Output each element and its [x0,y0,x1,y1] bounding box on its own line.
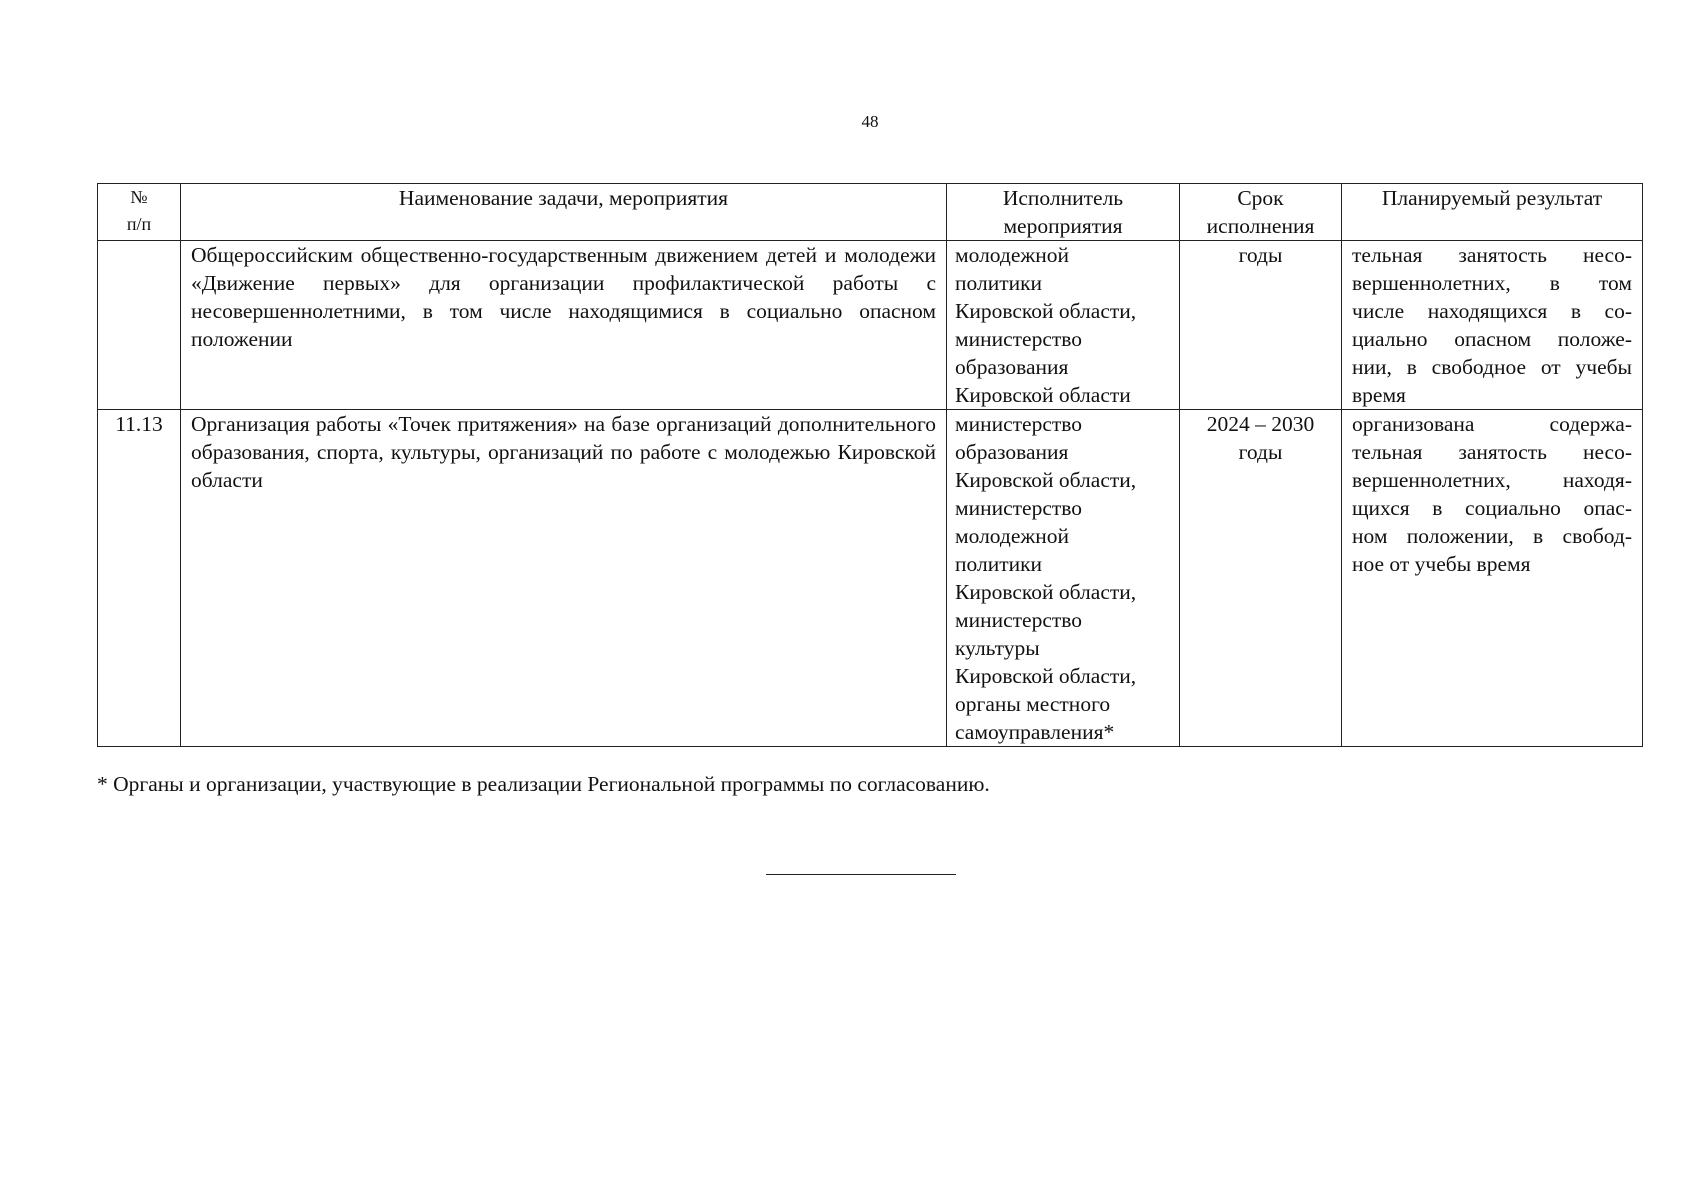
executor-line: культуры [955,636,1040,660]
header-number-sign: № [130,187,148,207]
result-line: вершеннолетних, находя- [1352,468,1632,492]
executor-line: молодежной [955,243,1070,267]
executor-line: Кировской области, [955,664,1137,688]
header-number [98,184,181,241]
row-result [1342,410,1643,747]
executor-line: политики [955,552,1043,576]
result-line: щихся в социально опас- [1352,496,1632,520]
term-line: годы [1238,243,1283,267]
end-of-document-rule [766,874,956,875]
row-term [1180,410,1342,747]
executor-line: Кировской области, [955,468,1137,492]
measures-table [97,183,1643,747]
executor-line: образования [955,440,1069,464]
result-line: числе находящихся в со- [1352,299,1632,323]
row-number: 11.13 [98,410,181,747]
term-line: 2024 – 2030 [1206,412,1315,436]
result-line: ном положении, в свобод- [1352,524,1632,548]
header-executor-line-1: Исполнитель [1002,186,1124,210]
result-line: время [1352,383,1406,407]
row-task-name: Общероссийским общественно-государственным движением детей и молодежи «Движение первых» для организации профилактической работы с несовершеннолетними, в том числе находящимися в социально опасном положении [181,241,947,410]
row-task-name: Организация работы «Точек притяжения» на базе организаций дополнительного образования, спорта, культуры, организаций по работе с молодежью Кировской области [181,410,947,747]
page-number: 48 [861,112,879,131]
result-line: нии, в свободное от учебы [1352,355,1632,379]
result-line: тельная занятость несо- [1352,440,1632,464]
header-term [1180,184,1342,241]
executor-line: министерство [955,327,1083,351]
result-line: вершеннолетних, в том [1352,271,1632,295]
table-row [98,241,1643,410]
executor-line: министерство [955,496,1083,520]
header-executor-line-2: мероприятия [1003,214,1123,238]
row-executor [947,241,1180,410]
result-line: циально опасном положе- [1352,327,1632,351]
result-line: ное от учебы время [1352,552,1531,576]
header-task-name: Наименование задачи, мероприятия [181,184,947,241]
row-executor [947,410,1180,747]
executor-line: министерство [955,412,1083,436]
result-line: организована содержа- [1352,412,1632,436]
row-term [1180,241,1342,410]
result-line: тельная занятость несо- [1352,243,1632,267]
header-term-line-1: Срок [1237,186,1284,210]
executor-line: самоуправления* [955,720,1115,744]
header-result: Планируемый результат [1342,184,1643,241]
executor-line: образования [955,355,1069,379]
header-number-abbr: п/п [126,214,152,234]
header-term-line-2: исполнения [1206,214,1315,238]
executor-line: органы местного [955,692,1111,716]
executor-line: молодежной [955,524,1070,548]
executor-line: министерство [955,608,1083,632]
footnote: * Органы и организации, участвующие в реализации Региональной программы по согласованию. [97,772,990,796]
row-number [98,241,181,410]
executor-line: Кировской области [955,383,1131,407]
executor-line: Кировской области, [955,580,1137,604]
header-executor [947,184,1180,241]
executor-line: политики [955,271,1043,295]
row-result [1342,241,1643,410]
table-row [98,410,1643,747]
table-header-row [98,184,1643,241]
executor-line: Кировской области, [955,299,1137,323]
term-line: годы [1238,440,1283,464]
